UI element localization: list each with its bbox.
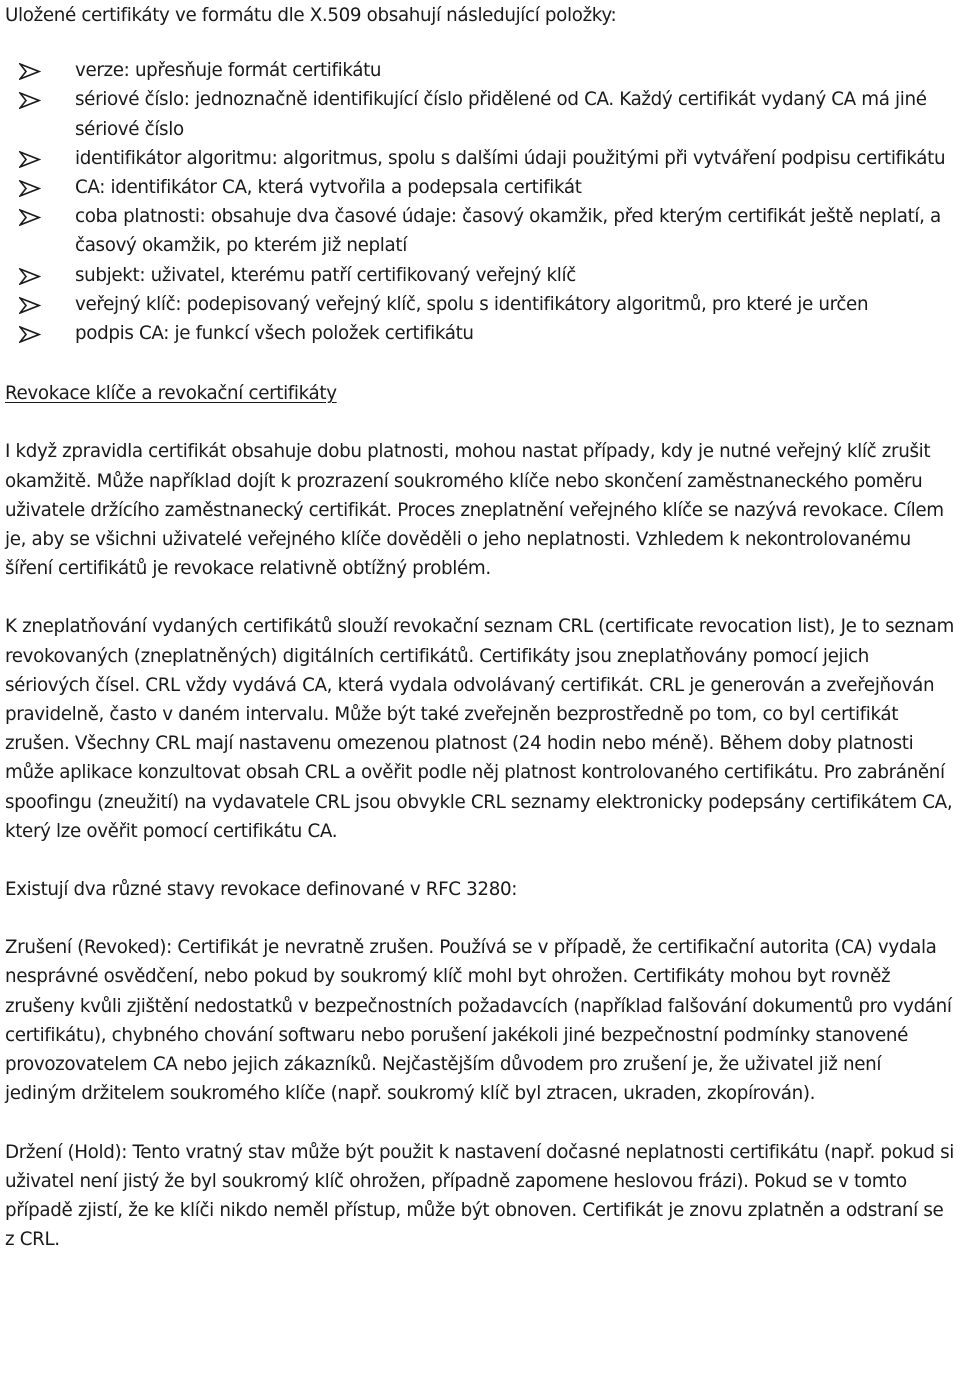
certificate-items-list [5,56,957,348]
paragraph-revoked: Zrušení (Revoked): Certifikát je nevratně zrušen. Používá se v případě, že certifikační autorita (CA) vydala nesprávné osvědčení, nebo pokud by soukromý klíč mohl byt ohrožen. Certifikáty mohou byt rovněž zrušeny kvůli zjištění nedostatků v bezpečnostních požadavcích (například falšování dokumentů pro vydání certifikátu), chybného chování softwaru nebo porušení jakékoli jiné bezpečnostní podmínky stanovené provozovatelem CA nebo jejich zákazníků. Nejčastějším důvodem pro zrušení je, že uživatel již není jediným držitelem soukromého klíče (např. soukromý klíč byl ztracen, ukraden, zkopírován). [5,937,952,1105]
arrowhead-bullet-icon [19,92,41,109]
list-item-text: veřejný klíč: podepisovaný veřejný klíč, spolu s identifikátory algoritmů, pro které je určen [75,293,869,315]
list-item-text: coba platnosti: obsahuje dva časové údaje: časový okamžik, před kterým certifikát ještě neplatí, a časový okamžik, po kterém již neplatí [75,206,941,257]
paragraph-revocation-intro: I když zpravidla certifikát obsahuje dobu platnosti, mohou nastat případy, kdy je nutné veřejný klíč zrušit okamžitě. Může například dojít k prozrazení soukromého klíče nebo skončení zaměstnaneckého poměru uživatele držícího zaměstnanecký certifikát. Proces zneplatnění veřejného klíče se nazývá revokace. Cílem je, aby se všichni uživatelé veřejného klíče dověděli o jeho neplatnosti. Vzhledem k nekontrolovanému šíření certifikátů je revokace relativně obtížný problém. [5,441,944,580]
list-item-text: identifikátor algoritmu: algoritmus, spolu s dalšími údaji použitými při vytváření podpisu certifikátu [75,147,946,169]
paragraph-crl: K zneplatňování vydaných certifikátů slouží revokační seznam CRL (certificate revocation list), Je to seznam revokovaných (zneplatněných) digitálních certifikátů. Certifikáty jsou zneplatňovány pomocí jejich sériových čísel. CRL vždy vydává CA, která vydala odvolávaný certifikát. CRL je generován a zveřejňován pravidelně, často v daném intervalu. Může být také zveřejněn bezprostředně po tom, co byl certifikát zrušen. Všechny CRL mají nastavenu omezenou platnost (24 hodin nebo méně). Během doby platnosti může aplikace konzultovat obsah CRL a ověřit podle něj platnost kontrolovaného certifikátu. Pro zabránění spoofingu (zneužití) na vydavatele CRL jsou obvykle CRL seznamy elektronicky podepsány certifikátem CA, který lze ověřit pomocí certifikátu CA. [5,616,954,842]
intro-text: Uložené certifikáty ve formátu dle X.509 obsahují následující položky: [5,5,617,26]
list-item [5,173,957,202]
section-heading: Revokace klíče a revokační certifikáty [5,383,337,405]
list-item-text: subjekt: uživatel, kterému patří certifikovaný veřejný klíč [75,264,576,286]
arrowhead-bullet-icon [19,326,41,343]
list-item-text: sériové číslo: jednoznačně identifikující číslo přidělené od CA. Každý certifikát vydaný CA má jiné sériové číslo [75,89,927,140]
document-page [5,0,957,1254]
arrowhead-bullet-icon [19,180,41,197]
arrowhead-bullet-icon [19,209,41,226]
arrowhead-bullet-icon [19,151,41,168]
arrowhead-bullet-icon [19,268,41,285]
list-item [5,261,957,290]
list-item [5,85,957,143]
paragraph-hold: Držení (Hold): Tento vratný stav může být použit k nastavení dočasné neplatnosti certifikátu (např. pokud si uživatel není jistý že byl soukromý klíč ohrožen, případně zapomene heslovou frázi). Pokud se v tomto případě zjistí, že ke klíči nikdo neměl přístup, může být obnoven. Certifikát je znovu zplatněn a odstraní se z CRL. [5,1141,955,1251]
list-item-text: verze: upřesňuje formát certifikátu [75,60,382,82]
list-item-text: CA: identifikátor CA, která vytvořila a podepsala certifikát [75,177,582,199]
paragraph-revocation-states: Existují dva různé stavy revokace definované v RFC 3280: [5,879,518,901]
list-item [5,290,957,319]
list-item [5,56,957,85]
arrowhead-bullet-icon [19,63,41,80]
list-item [5,202,957,260]
arrowhead-bullet-icon [19,297,41,314]
list-item-text: podpis CA: je funkcí všech položek certifikátu [75,323,474,345]
list-item [5,144,957,173]
list-item [5,319,957,348]
